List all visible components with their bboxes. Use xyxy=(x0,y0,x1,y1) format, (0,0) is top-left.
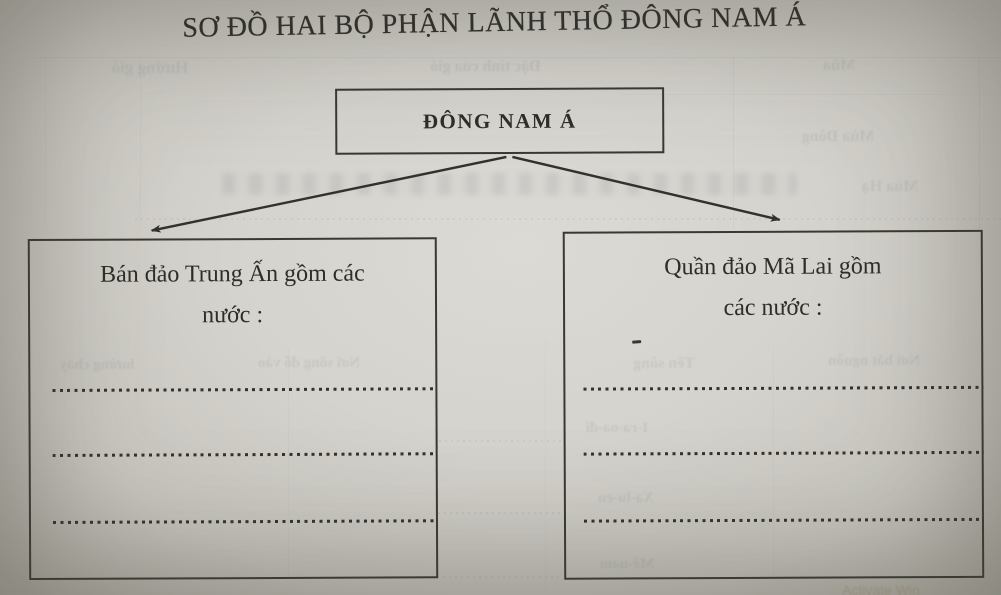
arrow-right xyxy=(512,156,779,221)
bleed-text: Tên sông xyxy=(633,355,695,372)
left-node-heading-line2: nước : xyxy=(202,302,264,329)
bleed-text: Mê-nam xyxy=(599,556,655,572)
activate-watermark: Activate Win xyxy=(842,582,920,595)
fill-in-line xyxy=(52,387,434,392)
root-node-box xyxy=(335,87,664,154)
fill-in-line xyxy=(583,386,983,391)
bleed-text: Nơi bắt nguồn xyxy=(828,353,920,369)
left-node-heading xyxy=(30,253,435,337)
right-node-heading-line1: Quần đảo Mã Lai gồm xyxy=(664,253,882,281)
left-node-heading-line1: Bán đảo Trung Ấn gồm các xyxy=(100,260,365,288)
fill-in-line xyxy=(584,518,984,523)
bleed-text: Đặc tính của gió xyxy=(430,58,541,75)
root-node-label: ĐÔNG NAM Á xyxy=(422,108,577,133)
right-node-box xyxy=(563,230,985,580)
bleed-text: Mùa Hạ xyxy=(861,178,919,195)
right-node-heading-line2: các nước : xyxy=(723,294,823,322)
fill-in-line xyxy=(584,451,984,456)
bleed-text: I-ra-oa-đi xyxy=(585,420,649,436)
bleed-text: Nơi sông đổ vào xyxy=(257,355,361,371)
fill-in-line xyxy=(53,452,435,457)
bleed-text: Mùa xyxy=(823,57,855,74)
bleed-text: Xa-lu-en xyxy=(598,490,654,506)
page-title: SƠ ĐỒ HAI BỘ PHẬN LÃNH THỔ ĐÔNG NAM Á xyxy=(182,1,807,44)
bleed-text: hướng chảy xyxy=(59,357,135,373)
right-node-heading xyxy=(565,246,981,330)
arrow-left xyxy=(151,157,506,231)
bleed-text: Mùa Đông xyxy=(801,128,875,145)
bleed-text: Hướng gió xyxy=(111,58,189,77)
left-node-box xyxy=(28,237,438,580)
fill-in-line xyxy=(53,519,435,524)
